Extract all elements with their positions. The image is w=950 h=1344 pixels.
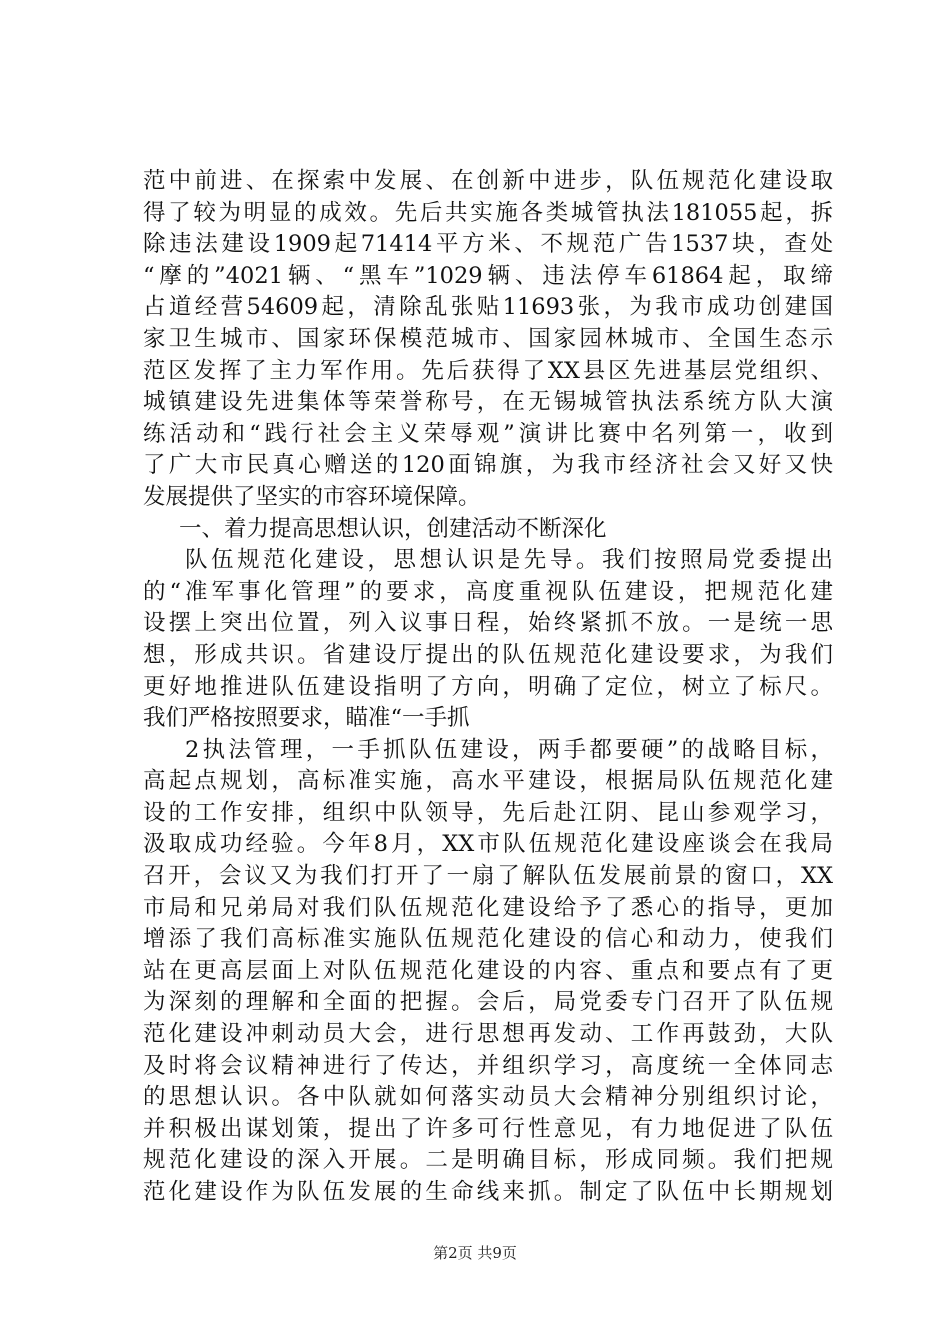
text-line: 设的工作安排，组织中队领导，先后赴江阴、昆山参观学习， — [143, 799, 833, 826]
text-line: 范化建设作为队伍发展的生命线来抓。制定了队伍中长期规划 — [143, 1179, 833, 1205]
text-line: 城镇建设先进集体等荣誉称号，在无锡城管执法系统方队大演 — [143, 389, 833, 416]
text-line: 队伍规范化建设，思想认识是先导。我们按照局党委提出 — [185, 547, 833, 574]
text-line: 占道经营54609起，清除乱张贴11693张，为我市成功创建国 — [143, 294, 833, 321]
text-line: 2执法管理，一手抓队伍建设，两手都要硬”的战略目标， — [185, 736, 833, 763]
page-footer: 第2页 共9页 — [433, 1244, 517, 1262]
text-line: 范中前进、在探索中发展、在创新中进步，队伍规范化建设取 — [143, 168, 833, 194]
text-line: 增添了我们高标准实施队伍规范化建设的信心和动力，使我们 — [143, 926, 833, 953]
text-line: 召开，会议又为我们打开了一扇了解队伍发展前景的窗口，XX — [143, 863, 833, 890]
text-line: 发展提供了坚实的市容环境保障。 — [143, 483, 481, 510]
section-heading: 一、着力提高思想认识，创建活动不断深化 — [179, 515, 607, 542]
text-line: 范区发挥了主力军作用。先后获得了XX县区先进基层党组织、 — [143, 357, 833, 384]
text-line: 及时将会议精神进行了传达，并组织学习，高度统一全体同志 — [143, 1052, 833, 1079]
text-line: 并积极出谋划策，提出了许多可行性意见，有力地促进了队伍 — [143, 1115, 833, 1142]
text-line: “摩的”4021辆、“黑车”1029辆、违法停车61864起，取缔 — [143, 262, 833, 289]
text-line: 我们严格按照要求，瞄准“一手抓 — [143, 705, 470, 732]
text-line: 除违法建设1909起71414平方米、不规范广告1537块，查处 — [143, 231, 833, 258]
text-line: 高起点规划，高标准实施，高水平建设，根据局队伍规范化建 — [143, 768, 833, 795]
text-line: 为深刻的理解和全面的把握。会后，局党委专门召开了队伍规 — [143, 989, 833, 1016]
text-line: 练活动和“践行社会主义荣辱观”演讲比赛中名列第一，收到 — [143, 420, 833, 447]
text-line: 规范化建设的深入开展。二是明确目标，形成同频。我们把规 — [143, 1147, 833, 1174]
text-line: 的“准军事化管理”的要求，高度重视队伍建设，把规范化建 — [143, 578, 833, 605]
text-line: 站在更高层面上对队伍规范化建设的内容、重点和要点有了更 — [143, 957, 833, 984]
text-line: 范化建设冲刺动员大会，进行思想再发动、工作再鼓劲，大队 — [143, 1021, 833, 1048]
text-line: 汲取成功经验。今年8月，XX市队伍规范化建设座谈会在我局 — [143, 831, 833, 858]
text-line: 设摆上突出位置，列入议事日程，始终紧抓不放。一是统一思 — [143, 610, 833, 637]
text-line: 更好地推进队伍建设指明了方向，明确了定位，树立了标尺。 — [143, 673, 833, 700]
text-line: 想，形成共识。省建设厅提出的队伍规范化建设要求，为我们 — [143, 641, 833, 668]
text-line: 得了较为明显的成效。先后共实施各类城管执法181055起，拆 — [143, 199, 833, 226]
body-text — [143, 166, 833, 1209]
text-line: 市局和兄弟局对我们队伍规范化建设给予了悉心的指导，更加 — [143, 894, 833, 921]
text-line: 家卫生城市、国家环保模范城市、国家园林城市、全国生态示 — [143, 325, 833, 352]
text-line: 的思想认识。各中队就如何落实动员大会精神分别组织讨论， — [143, 1084, 833, 1111]
text-line: 了广大市民真心赠送的120面锦旗，为我市经济社会又好又快 — [143, 452, 833, 479]
